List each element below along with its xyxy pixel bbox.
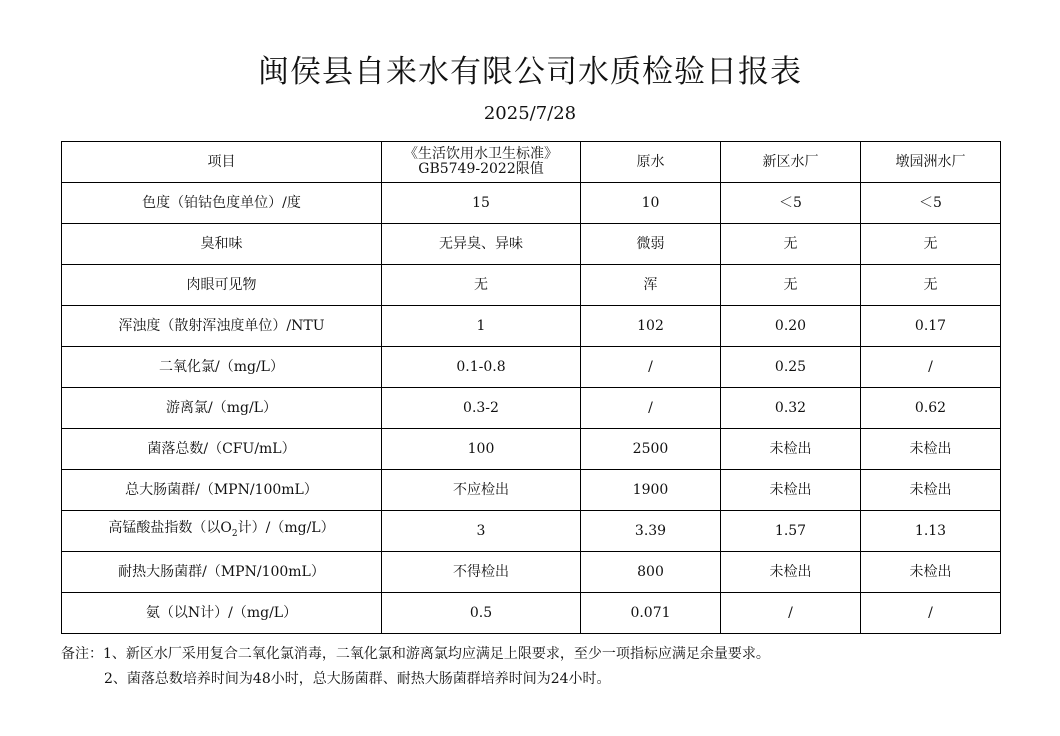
row-raw: /: [581, 388, 721, 429]
row-raw: 10: [581, 183, 721, 224]
row-raw: 2500: [581, 429, 721, 470]
row-dunyuan: 未检出: [861, 429, 1001, 470]
row-item: 总大肠菌群/（MPN/100mL）: [62, 470, 382, 511]
row-dunyuan: ＜5: [861, 183, 1001, 224]
row-limit: 0.5: [382, 593, 581, 634]
table-row: [62, 224, 1001, 265]
row-xinqu: 无: [721, 224, 861, 265]
row-limit: 0.3-2: [382, 388, 581, 429]
row-dunyuan: 无: [861, 224, 1001, 265]
row-dunyuan: 1.13: [861, 511, 1001, 552]
row-raw: /: [581, 347, 721, 388]
table-row: [62, 552, 1001, 593]
row-dunyuan: 0.17: [861, 306, 1001, 347]
row-item: 菌落总数/（CFU/mL）: [62, 429, 382, 470]
row-item: 氨（以N计）/（mg/L）: [62, 593, 382, 634]
footnote-2: 2、菌落总数培养时间为48小时，总大肠菌群、耐热大肠菌群培养时间为24小时。: [104, 671, 611, 687]
row-item: 色度（铂钴色度单位）/度: [62, 183, 382, 224]
row-item: 臭和味: [62, 224, 382, 265]
row-dunyuan: /: [861, 347, 1001, 388]
row-item-pre: 高锰酸盐指数（以O: [108, 519, 232, 536]
row-item: 二氧化氯/（mg/L）: [62, 347, 382, 388]
row-raw: 102: [581, 306, 721, 347]
report-title: 闽侯县自来水有限公司水质检验日报表: [258, 54, 802, 90]
table-row: [62, 347, 1001, 388]
row-item: 浑浊度（散射浑浊度单位）/NTU: [62, 306, 382, 347]
row-limit: 无异臭、异味: [382, 224, 581, 265]
row-limit: 1: [382, 306, 581, 347]
table-row: [62, 470, 1001, 511]
footnote-1: 备注：1、新区水厂采用复合二氧化氯消毒，二氧化氯和游离氯均应满足上限要求，至少一项指标应满足余量要求。: [61, 646, 770, 662]
row-xinqu: 1.57: [721, 511, 861, 552]
table-row: [62, 429, 1001, 470]
row-limit: 无: [382, 265, 581, 306]
table-header-row: [62, 142, 1001, 183]
table-row: [62, 265, 1001, 306]
table-row: [62, 306, 1001, 347]
row-xinqu: 无: [721, 265, 861, 306]
header-standard-line2: GB5749-2022限值: [418, 161, 544, 177]
row-item: 耐热大肠菌群/（MPN/100mL）: [62, 552, 382, 593]
header-xinqu-plant: 新区水厂: [721, 142, 861, 183]
water-quality-table: [61, 141, 1001, 634]
row-item-sub: 2: [231, 528, 238, 539]
row-limit: 15: [382, 183, 581, 224]
row-limit: 不应检出: [382, 470, 581, 511]
row-raw: 浑: [581, 265, 721, 306]
row-item: 游离氯/（mg/L）: [62, 388, 382, 429]
row-xinqu: 0.25: [721, 347, 861, 388]
row-raw: 1900: [581, 470, 721, 511]
row-raw: 微弱: [581, 224, 721, 265]
row-dunyuan: 未检出: [861, 470, 1001, 511]
row-dunyuan: 无: [861, 265, 1001, 306]
row-raw: 800: [581, 552, 721, 593]
row-item: 肉眼可见物: [62, 265, 382, 306]
table-row: [62, 593, 1001, 634]
header-standard-line1: 《生活饮用水卫生标准》: [404, 146, 558, 162]
row-raw: 0.071: [581, 593, 721, 634]
row-dunyuan: 0.62: [861, 388, 1001, 429]
header-dunyuan-plant: 墩园洲水厂: [861, 142, 1001, 183]
row-xinqu: 0.20: [721, 306, 861, 347]
row-raw: 3.39: [581, 511, 721, 552]
row-xinqu: 未检出: [721, 552, 861, 593]
row-limit: 不得检出: [382, 552, 581, 593]
row-xinqu: 未检出: [721, 470, 861, 511]
row-xinqu: 0.32: [721, 388, 861, 429]
row-limit: 0.1-0.8: [382, 347, 581, 388]
header-item: 项目: [62, 142, 382, 183]
table-row: [62, 511, 1001, 552]
row-limit: 100: [382, 429, 581, 470]
row-xinqu: 未检出: [721, 429, 861, 470]
row-item: [62, 511, 382, 552]
header-raw-water: 原水: [581, 142, 721, 183]
row-dunyuan: 未检出: [861, 552, 1001, 593]
row-xinqu: /: [721, 593, 861, 634]
report-date: 2025/7/28: [483, 103, 577, 124]
row-xinqu: ＜5: [721, 183, 861, 224]
header-standard: [382, 142, 581, 183]
row-limit: 3: [382, 511, 581, 552]
row-dunyuan: /: [861, 593, 1001, 634]
table-row: [62, 183, 1001, 224]
table-row: [62, 388, 1001, 429]
row-item-post: 计）/（mg/L）: [237, 519, 335, 536]
